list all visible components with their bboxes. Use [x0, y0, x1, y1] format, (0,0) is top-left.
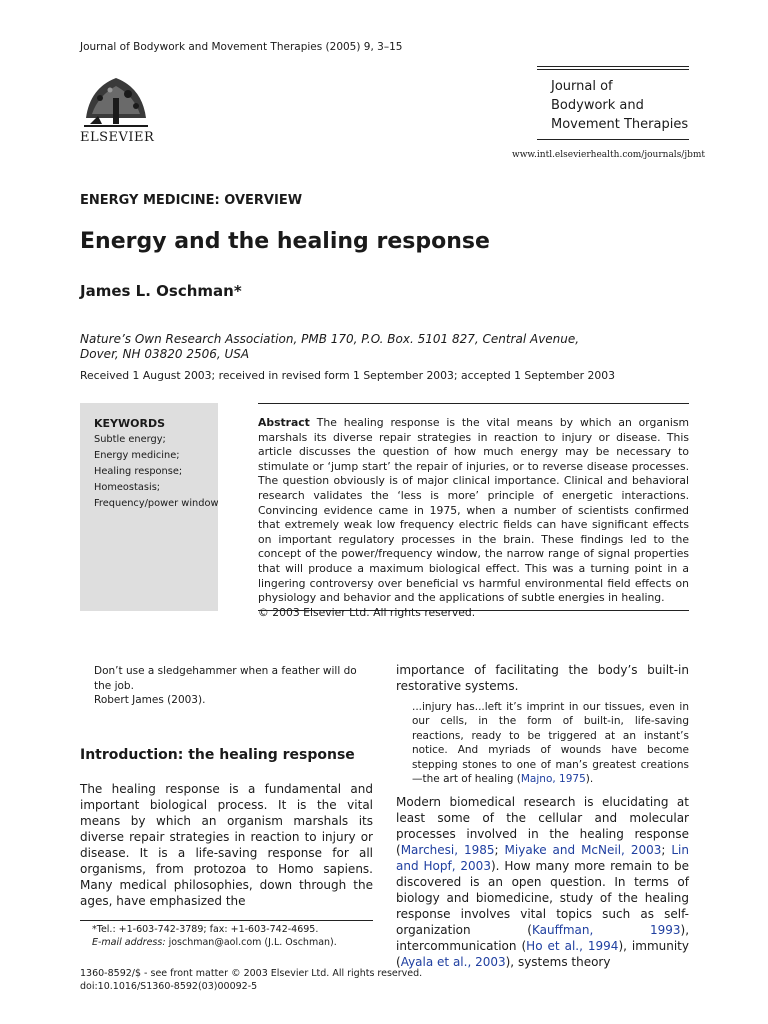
right-text-1: Modern biomedical research is elucidating at least some of the cellular and molecular processes involved in the healing response [396, 795, 689, 841]
journal-title-line-1: Journal of [551, 79, 613, 94]
keyword-item: Subtle energy; [94, 434, 166, 445]
citation-link[interactable]: Miyake and McNeil, 2003 [504, 843, 662, 857]
right-text-2: How many more remain to be discovered is an open question. In terms of biology and biomedicine, study of the healing response involves vital topics such as self-organization [396, 859, 689, 937]
section-label: ENERGY MEDICINE: OVERVIEW [80, 193, 303, 208]
abstract-copyright: © 2003 Elsevier Ltd. All rights reserved. [258, 605, 476, 619]
keyword-item: Homeostasis; [94, 482, 161, 493]
footnote-email-label: E-mail address: [92, 937, 166, 948]
doi-line[interactable]: doi:10.1016/S1360-8592(03)00092-5 [80, 981, 258, 992]
epigraph-attribution: Robert James (2003). [94, 694, 206, 706]
keyword-item: Frequency/power window [94, 498, 219, 509]
abstract-label: Abstract [258, 416, 310, 429]
citation-link[interactable]: Marchesi, 1985 [400, 843, 495, 857]
citation-link[interactable]: Majno, 1975 [520, 773, 586, 786]
epigraph [94, 664, 374, 708]
right-text-3: intercommunication [396, 939, 517, 953]
journal-url[interactable]: www.intl.elsevierhealth.com/journals/jbmt [512, 150, 706, 160]
keyword-item: Healing response; [94, 466, 183, 477]
block-quote: ...injury has...left it’s imprint in our tissues, even in our cells, in the form of built-in, life-saving reactions, ready to be triggered at an instant’s notice. And myriads of wounds have become stepping stones to one of man’s greatest creations—the art of healing (Majno, 1975). [412, 701, 689, 786]
abstract-rule-top [258, 403, 689, 404]
abstract [258, 416, 689, 620]
footnote [92, 923, 382, 949]
affiliation: Nature’s Own Research Association, PMB 170, P.O. Box. 5101 827, Central Avenue, Dover, NH 03820 2506, USA [80, 332, 580, 361]
right-text-4: immunity [631, 939, 689, 953]
journal-rule-top [537, 66, 689, 67]
elsevier-wordmark: ELSEVIER [80, 130, 155, 145]
journal-rule-top-2 [537, 69, 689, 70]
citation-link[interactable]: Ho et al., 1994 [526, 939, 619, 953]
bottom-matter [80, 967, 422, 993]
footnote-tel: *Tel.: +1-603-742-3789; fax: +1-603-742-4695. [92, 924, 319, 935]
right-col-paragraph: Modern biomedical research is elucidating at least some of the cellular and molecular processes involved in the healing response (Marchesi, 1985; Miyake and McNeil, 2003; Lin and Hopf, 2003). How many more remain to be discovered is an open question. In terms of biology and biomedicine, study of the healing response involves vital topics such as self-organization (Kauffman, 1993), intercommunication (Ho et al., 1994), immunity (Ayala et al., 2003), systems theory [396, 795, 690, 969]
abstract-text: The healing response is the vital means by which an organism marshals its diverse repair strategies in reaction to injury or disease. This article discusses the question of how much energy may be necessary to stimulate or ‘jump start’ the repair of injuries, or to reverse disease processes. The question obviously is of major clinical importance. Clinical and behavioral research validates the ‘less is more’ principle of energetic interactions. Convincing evidence came in 1975, when a number of scientists confirmed that extremely weak low frequency electric fields can have significant effects on important regulatory processes in the brain. These findings led to the concept of the power/frequency window, the narrow range of signal properties that will produce a maximum biological effect. This was a turning point in a lingering controversy over beneficial vs harmful environmental field effects on physiology and behavior and the applications of subtle energies in healing. [258, 416, 689, 605]
journal-title-line-3: Movement Therapies [551, 117, 689, 132]
received-dates: Received 1 August 2003; received in revised form 1 September 2003; accepted 1 September 2003 [80, 369, 616, 382]
keywords-heading: KEYWORDS [94, 417, 166, 430]
right-text-5: systems theory [517, 955, 611, 969]
epigraph-quote: Don’t use a sledgehammer when a feather will do the job. [94, 665, 357, 692]
citation-link[interactable]: Lin and Hopf, 2003 [396, 843, 689, 873]
footnote-email[interactable]: joschman@aol.com (J.L. Oschman). [168, 937, 337, 948]
journal-title-line-2: Bodywork and [551, 98, 644, 113]
article-title: Energy and the healing response [80, 229, 490, 254]
block-quote-text: ...injury has...left it’s imprint in our tissues, even in our cells, in the form of built-in, life-saving reactions, ready to be triggered at an instant’s notice. And myriads of wounds have become stepping stones to one of man’s greatest creations—the art of healing [412, 701, 689, 786]
abstract-rule-bottom [258, 610, 689, 611]
running-head: Journal of Bodywork and Movement Therapies (2005) 9, 3–15 [80, 41, 403, 53]
citation-link[interactable]: Kauffman, 1993 [531, 923, 681, 937]
right-col-continuation: importance of facilitating the body’s built-in restorative systems. [396, 663, 689, 693]
citation-link[interactable]: Ayala et al., 2003 [400, 955, 506, 969]
intro-heading: Introduction: the healing response [80, 747, 355, 763]
journal-rule-bottom [537, 139, 689, 140]
journal-title [551, 77, 688, 134]
keyword-item: Energy medicine; [94, 450, 180, 461]
intro-paragraph: The healing response is a fundamental and important biological process. It is the vital means by which an organism marshals its diverse repair strategies in reaction to injury or disease. It is a life-saving response for all organisms, from protozoa to Homo sapiens. Many medical philosophies, down through the ages, have emphasized the [80, 782, 373, 908]
footnote-email-line [92, 936, 382, 949]
issn-line: 1360-8592/$ - see front matter © 2003 Elsevier Ltd. All rights reserved. [80, 968, 423, 979]
footnote-rule [80, 920, 373, 921]
author-name: James L. Oschman* [80, 282, 242, 300]
keywords-list [94, 432, 218, 512]
